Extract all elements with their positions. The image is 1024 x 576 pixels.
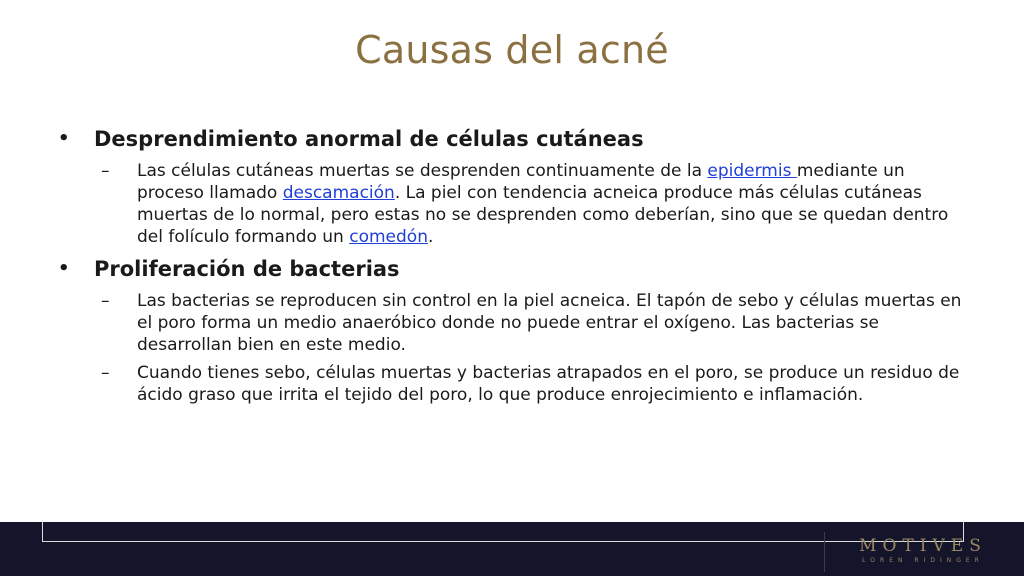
bullet-heading-text: Desprendimiento anormal de células cutáneas	[94, 127, 644, 151]
footer-divider	[824, 532, 825, 572]
link-descamacion[interactable]: descamación	[282, 183, 395, 203]
sub-text: . La piel con tendencia acneica produce más células cutáneas muertas de lo normal, pero estas no se desprenden como deberían, sino que se quedan dentro del folículo formando un	[137, 183, 949, 247]
sub-text: Las bacterias se reproducen sin control en la piel acneica. El tapón de sebo y células muertas en el poro forma un medio anaeróbico donde no puede entrar el oxígeno. Las bacterias se desarrollan bien en este medio.	[137, 291, 962, 355]
bullet-heading-1	[58, 124, 978, 154]
dash-icon: –	[101, 363, 110, 383]
motives-logo	[848, 536, 998, 566]
footer-frame-line	[42, 522, 964, 542]
bullet-heading-text: Proliferación de bacterias	[94, 257, 400, 281]
sub-bullet-3	[101, 362, 969, 406]
link-epidermis[interactable]: epidermis	[707, 161, 797, 181]
logo-main-text: MOTIVES	[859, 536, 987, 556]
bullet-dot-icon: •	[58, 128, 70, 149]
slide-title: Causas del acné	[355, 28, 669, 72]
sub-bullet-2	[101, 290, 969, 356]
bullet-heading-2	[58, 254, 978, 284]
slide-body	[58, 120, 978, 406]
link-comedon[interactable]: comedón	[349, 227, 428, 247]
dash-icon: –	[101, 161, 110, 181]
logo-sub-text: LOREN RIDINGER	[862, 557, 984, 564]
dash-icon: –	[101, 291, 110, 311]
sub-text: mediante un proceso llamado	[137, 161, 905, 203]
bullet-dot-icon: •	[58, 258, 70, 279]
sub-text: Las células cutáneas muertas se desprenden continuamente de la	[137, 161, 708, 181]
sub-text: Cuando tienes sebo, células muertas y bacterias atrapados en el poro, se produce un residuo de ácido graso que irrita el tejido del poro, lo que produce enrojecimiento e inflamación.	[137, 363, 960, 405]
sub-text: .	[427, 227, 434, 247]
sub-bullet-1	[101, 160, 969, 248]
